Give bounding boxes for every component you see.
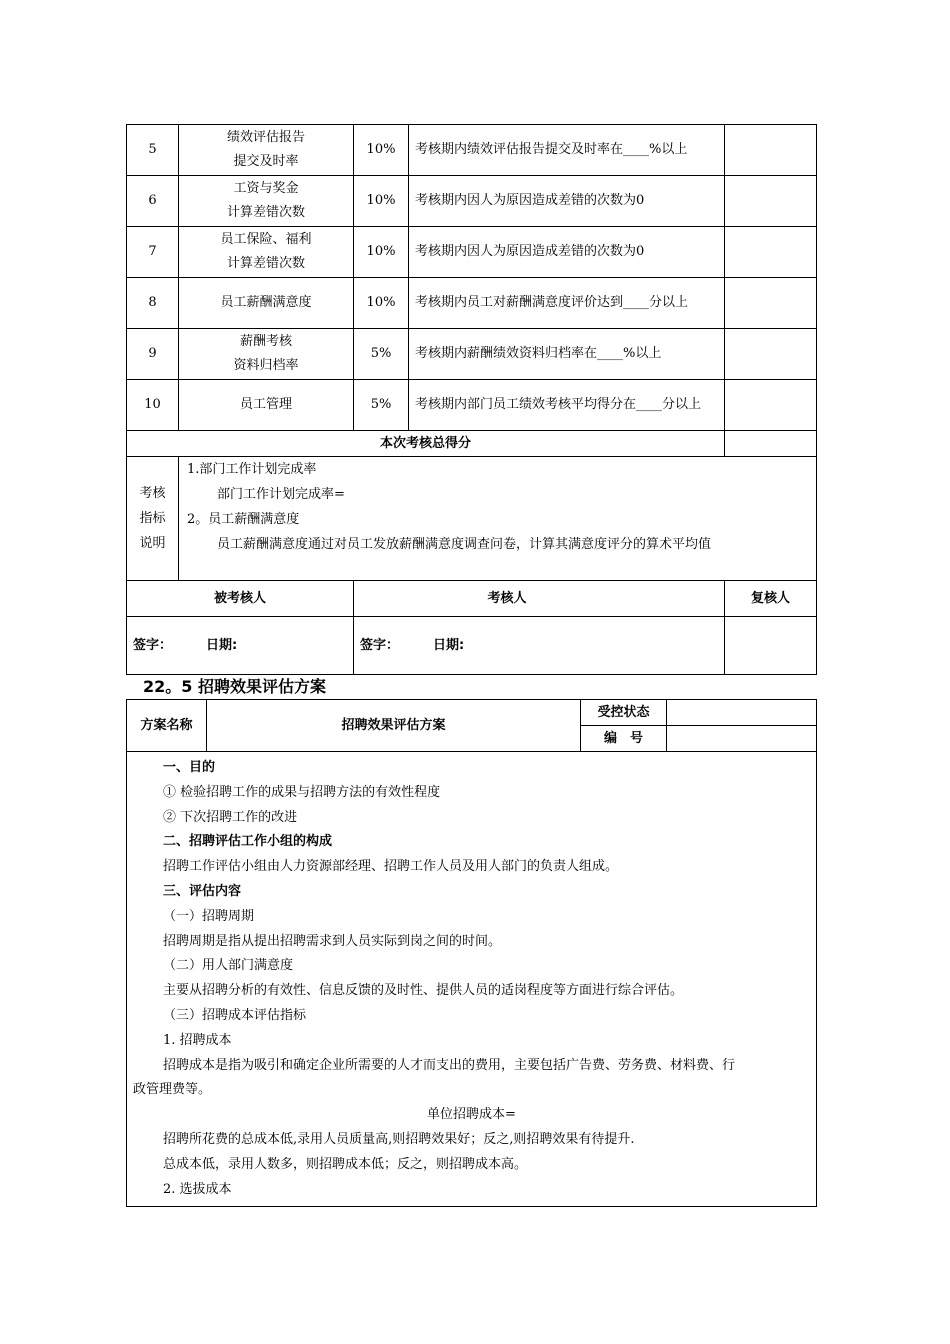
notes-line-1: 1.部门工作计划完成率	[187, 462, 317, 477]
kpi-standard: 考核期内因人为原因造成差错的次数为0	[409, 227, 725, 278]
signature-cell-assessee	[127, 617, 354, 675]
kpi-weight: 5%	[354, 329, 409, 380]
assessee-label: 被考核人	[127, 581, 354, 617]
kpi-score	[725, 227, 817, 278]
kpi-item	[179, 176, 354, 227]
heading-purpose: 一、目的	[163, 760, 216, 775]
kpi-weight: 10%	[354, 227, 409, 278]
notes-line-4: 员工薪酬满意度通过对员工发放薪酬满意度调查问卷，计算其满意度评分的算术平均值	[217, 537, 712, 552]
assessor-label: 考核人	[354, 581, 725, 617]
kpi-no: 10	[127, 380, 179, 431]
kpi-score	[725, 278, 817, 329]
number-label: 编 号	[581, 726, 667, 752]
total-label: 本次考核总得分	[127, 431, 725, 457]
sign-label: 签字：	[360, 637, 400, 653]
notes-content	[179, 457, 817, 581]
purpose-item-2: ② 下次招聘工作的改进	[163, 809, 298, 825]
plan-name-label: 方案名称	[127, 700, 207, 752]
plan-header-row-1	[127, 700, 817, 726]
number-value	[667, 726, 817, 752]
kpi-no: 6	[127, 176, 179, 227]
cost-count-text: 总成本低，录用人数多，则招聘成本低；反之，则招聘成本高。	[163, 1156, 528, 1172]
heading-team: 二、招聘评估工作小组的构成	[163, 834, 333, 850]
kpi-item-line-1: 绩效评估报告	[226, 130, 305, 145]
kpi-item-line-1: 工资与奖金	[233, 181, 299, 196]
date-label: 日期:	[433, 637, 465, 653]
purpose-item-1: ① 检验招聘工作的成果与招聘方法的有效性程度	[163, 784, 441, 800]
kpi-item	[179, 278, 354, 329]
kpi-standard: 考核期内部门员工绩效考核平均得分在____分以上	[409, 380, 725, 431]
kpi-standard: 考核期内员工对薪酬满意度评价达到____分以上	[409, 278, 725, 329]
kpi-weight: 5%	[354, 380, 409, 431]
kpi-weight: 10%	[354, 176, 409, 227]
kpi-item	[179, 380, 354, 431]
kpi-item-line-2: 计算差错次数	[226, 256, 305, 271]
kpi-row	[127, 380, 817, 431]
sign-label: 签字：	[133, 637, 173, 653]
team-text: 招聘工作评估小组由人力资源部经理、招聘工作人员及用人部门的负责人组成。	[163, 859, 619, 875]
signature-cell-reviewer-placeholder	[725, 617, 817, 675]
plan-body	[127, 752, 817, 1207]
kpi-item	[179, 227, 354, 278]
kpi-row	[127, 329, 817, 380]
unit-cost-formula: 单位招聘成本=	[427, 1107, 516, 1123]
kpi-score	[725, 329, 817, 380]
cycle-text: 招聘周期是指从提出招聘需求到人员实际到岗之间的时间。	[163, 933, 502, 949]
kpi-item	[179, 329, 354, 380]
kpi-item-line-2: 资料归档率	[233, 358, 299, 373]
subheading-cost: （三）招聘成本评估指标	[163, 1007, 307, 1023]
kpi-weight: 10%	[354, 278, 409, 329]
kpi-score	[725, 176, 817, 227]
notes-row	[127, 457, 817, 581]
kpi-row	[127, 278, 817, 329]
kpi-item	[179, 125, 354, 176]
kpi-item-line-2: 计算差错次数	[226, 205, 305, 220]
notes-line-3: 2。员工薪酬满意度	[187, 512, 300, 527]
status-value	[667, 700, 817, 726]
recruit-cost-text-1: 招聘成本是指为吸引和确定企业所需要的人才而支出的费用，主要包括广告费、劳务费、材料费、行	[163, 1057, 736, 1073]
notes-line-2: 部门工作计划完成率=	[217, 487, 345, 502]
reviewer-label: 复核人	[725, 581, 817, 617]
satisfaction-text: 主要从招聘分析的有效性、信息反馈的及时性、提供人员的适岗程度等方面进行综合评估。	[163, 983, 684, 999]
kpi-no: 5	[127, 125, 179, 176]
plan-table	[126, 699, 817, 1207]
date-label: 日期:	[206, 637, 238, 653]
kpi-row	[127, 227, 817, 278]
section-heading: 22。5 招聘效果评估方案	[143, 677, 326, 696]
kpi-no: 7	[127, 227, 179, 278]
numbered-recruit-cost: 1. 招聘成本	[163, 1032, 232, 1048]
numbered-selection-cost: 2. 选拔成本	[163, 1181, 232, 1197]
kpi-item-line-2: 提交及时率	[233, 154, 299, 169]
kpi-row	[127, 176, 817, 227]
kpi-standard: 考核期内绩效评估报告提交及时率在____%以上	[409, 125, 725, 176]
total-row	[127, 431, 817, 457]
kpi-standard: 考核期内因人为原因造成差错的次数为0	[409, 176, 725, 227]
signer-header-row	[127, 581, 817, 617]
status-label: 受控状态	[581, 700, 667, 726]
total-score-cell	[725, 431, 817, 457]
subheading-cycle: （一）招聘周期	[163, 908, 255, 924]
kpi-no: 8	[127, 278, 179, 329]
kpi-rows	[127, 125, 817, 431]
kpi-item-line-1: 薪酬考核	[239, 334, 292, 349]
cost-quality-text: 招聘所花费的总成本低,录用人员质量高,则招聘效果好；反之,则招聘效果有待提升.	[163, 1131, 635, 1147]
plan-body-row	[127, 752, 817, 1207]
kpi-standard: 考核期内薪酬绩效资料归档率在____%以上	[409, 329, 725, 380]
signature-cell-assessor	[354, 617, 725, 675]
heading-content: 三、评估内容	[163, 883, 242, 899]
kpi-no: 9	[127, 329, 179, 380]
kpi-score	[725, 125, 817, 176]
kpi-row	[127, 125, 817, 176]
notes-label: 考核 指标 说明	[127, 457, 179, 581]
kpi-weight: 10%	[354, 125, 409, 176]
plan-name-value: 招聘效果评估方案	[207, 700, 581, 752]
subheading-satisfaction: （二）用人部门满意度	[163, 958, 294, 974]
kpi-item-line-1: 员工管理	[239, 397, 292, 412]
signature-row	[127, 617, 817, 675]
kpi-table	[126, 124, 817, 675]
kpi-score	[725, 380, 817, 431]
recruit-cost-text-2: 政管理费等。	[133, 1082, 212, 1098]
kpi-item-line-1: 员工保险、福利	[220, 232, 312, 247]
kpi-item-line-1: 员工薪酬满意度	[220, 295, 312, 310]
